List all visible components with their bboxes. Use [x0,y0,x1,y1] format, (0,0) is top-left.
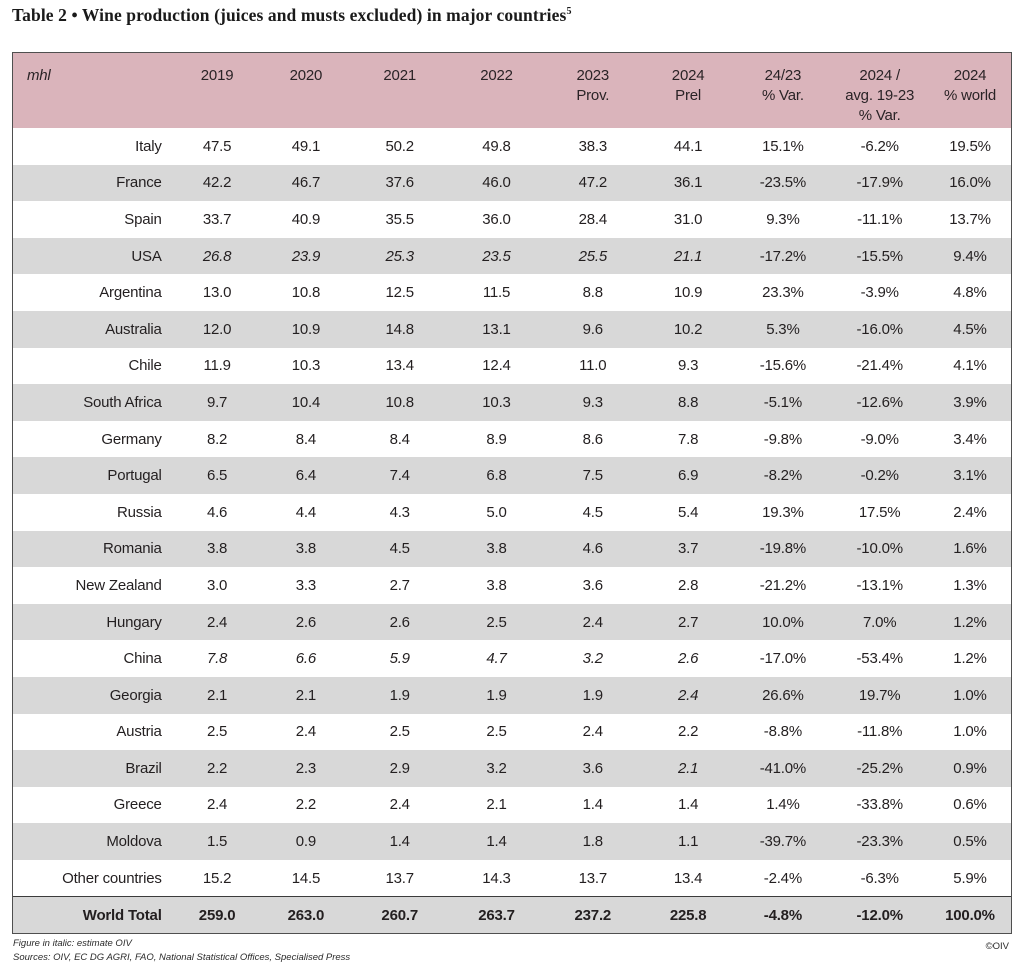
country-cell: World Total [82,906,162,924]
value-cell: 10.9 [291,320,321,338]
value-cell: 6.9 [677,467,699,485]
value-cell: 3.1% [953,467,987,485]
value-cell: 2.2 [206,759,228,777]
value-cell: 2.5 [389,723,410,741]
table-row [13,750,1011,787]
value-cell: 4.5 [582,503,603,521]
value-cell: 1.6% [953,540,987,558]
column-header: 2024 % world [944,67,996,104]
value-cell: 8.8 [582,284,603,302]
value-cell: 10.3 [482,393,511,411]
value-cell: 2.7 [389,576,410,594]
value-cell: 0.9% [953,759,987,777]
value-cell: 8.4 [389,430,410,448]
value-cell: -11.8% [857,723,903,741]
value-cell: 46.7 [291,174,321,192]
value-cell: 263.7 [478,906,515,924]
value-cell: -12.6% [856,393,903,411]
value-cell: 2.6 [389,613,410,631]
page-title [12,5,572,26]
value-cell: 26.6% [762,686,804,704]
country-cell: Hungary [106,613,162,631]
value-cell: 11.9 [203,357,231,375]
value-cell: -16.0% [856,320,903,338]
value-cell: 2.1 [677,759,699,777]
value-cell: 13.7% [949,210,991,228]
table-row [13,896,1011,933]
value-cell: -5.1% [763,393,802,411]
value-cell: -41.0% [759,759,807,777]
value-cell: 9.3% [766,210,800,228]
table-row [13,567,1011,604]
value-cell: -19.8% [759,540,807,558]
value-cell: 37.6 [385,174,414,192]
value-cell: 9.6 [582,320,603,338]
value-cell: 23.5 [482,247,511,265]
value-cell: 4.8% [953,284,987,302]
value-cell: -15.6% [759,357,807,375]
value-cell: 2.7 [677,613,699,631]
value-cell: 5.9% [953,869,987,887]
country-cell: Austria [116,723,162,741]
value-cell: 17.5% [858,503,901,521]
value-cell: 13.7 [578,869,607,887]
value-cell: 10.4 [291,393,321,411]
value-cell: 1.9 [486,686,507,704]
value-cell: -6.3% [860,869,899,887]
value-cell: 15.2 [202,869,232,887]
value-cell: 11.5 [482,284,511,302]
value-cell: 2.5 [486,723,507,741]
value-cell: -6.2% [860,137,899,155]
table-row [13,677,1011,714]
value-cell: 0.6% [953,796,987,814]
value-cell: -4.8% [763,906,802,924]
value-cell: 13.4 [385,357,414,375]
value-cell: 3.8 [295,540,317,558]
value-cell: 10.3 [291,357,321,375]
column-header: 2021 [383,67,416,84]
value-cell: 259.0 [198,906,236,924]
value-cell: 0.9 [295,833,317,851]
table-row [13,165,1011,202]
value-cell: 4.6 [582,540,603,558]
value-cell: 3.6 [582,759,603,777]
value-cell: 9.3 [677,357,699,375]
footnotes [13,937,350,964]
table-row [13,640,1011,677]
value-cell: 19.5% [949,137,991,155]
country-cell: USA [131,247,162,265]
value-cell: 6.4 [295,467,317,485]
wine-production-table [12,52,1012,934]
value-cell: 7.4 [389,467,410,485]
value-cell: 19.7% [858,686,901,704]
value-cell: -13.1% [856,576,903,594]
table-row [13,787,1011,824]
value-cell: 47.2 [578,174,607,192]
value-cell: -25.2% [856,759,903,777]
value-cell: 42.2 [202,174,232,192]
value-cell: 3.6 [582,576,603,594]
value-cell: 44.1 [673,137,703,155]
country-cell: South Africa [83,393,162,411]
value-cell: 1.0% [953,686,987,704]
value-cell: 3.8 [206,540,228,558]
value-cell: 49.8 [482,137,511,155]
value-cell: 9.3 [582,393,603,411]
value-cell: 8.8 [677,393,699,411]
value-cell: 0.5% [953,833,987,851]
value-cell: 25.5 [578,247,607,265]
value-cell: -53.4% [856,650,903,668]
value-cell: 21.1 [673,247,703,265]
value-cell: 8.9 [486,430,507,448]
value-cell: -8.2% [763,467,802,485]
value-cell: 2.1 [486,796,507,814]
column-header: 2024 Prel [671,67,705,104]
value-cell: 33.7 [202,210,232,228]
value-cell: 4.6 [206,503,228,521]
table-body [13,128,1011,933]
value-cell: 5.9 [389,650,410,668]
value-cell: 1.9 [389,686,410,704]
value-cell: 1.4 [389,833,410,851]
value-cell: 46.0 [482,174,511,192]
value-cell: 8.2 [206,430,228,448]
table-row [13,384,1011,421]
value-cell: 13.0 [202,284,232,302]
value-cell: 2.2 [295,796,317,814]
value-cell: 14.5 [291,869,321,887]
country-cell: Australia [105,320,162,338]
country-cell: Portugal [107,467,162,485]
table-row [13,457,1011,494]
value-cell: 28.4 [578,210,607,228]
table-row [13,860,1011,897]
value-cell: 1.4% [766,796,800,814]
value-cell: 3.8 [486,540,507,558]
value-cell: -17.2% [759,247,807,265]
column-header: 2024 / avg. 19-23 % Var. [845,67,915,124]
column-header: 2022 [480,67,513,84]
value-cell: 35.5 [385,210,414,228]
value-cell: 47.5 [202,137,232,155]
table-row [13,238,1011,275]
value-cell: 5.4 [677,503,699,521]
value-cell: -2.4% [763,869,802,887]
value-cell: 10.8 [291,284,321,302]
value-cell: 15.1% [762,137,804,155]
column-header: 2023 Prov. [576,67,610,104]
value-cell: 3.0 [206,576,228,594]
value-cell: 8.6 [582,430,603,448]
value-cell: 2.5 [486,613,507,631]
value-cell: -23.3% [856,833,903,851]
value-cell: 3.9% [953,393,987,411]
country-cell: France [116,174,162,192]
table-row [13,604,1011,641]
value-cell: -39.7% [759,833,807,851]
value-cell: 4.1% [953,357,987,375]
value-cell: 31.0 [673,210,703,228]
value-cell: 5.3% [766,320,800,338]
value-cell: 9.4% [953,247,987,265]
value-cell: 38.3 [578,137,607,155]
value-cell: -21.4% [856,357,903,375]
value-cell: 260.7 [381,906,418,924]
value-cell: 263.0 [287,906,325,924]
value-cell: 3.3 [295,576,317,594]
value-cell: 4.4 [295,503,317,521]
table-row [13,421,1011,458]
table-row [13,201,1011,238]
value-cell: 6.8 [486,467,507,485]
value-cell: 1.2% [953,613,987,631]
value-cell: 6.6 [295,650,317,668]
value-cell: 10.8 [385,393,414,411]
country-cell: Chile [128,357,162,375]
value-cell: 12.0 [202,320,232,338]
value-cell: -9.8% [763,430,802,448]
value-cell: 50.2 [385,137,414,155]
country-cell: Romania [103,540,162,558]
value-cell: 19.3% [762,503,804,521]
value-cell: 49.1 [291,137,321,155]
country-cell: Other countries [62,869,162,887]
footnote-italic-note: Figure in italic: estimate OIV [13,938,132,949]
value-cell: -8.8% [763,723,802,741]
country-cell: Italy [135,137,162,155]
country-cell: Argentina [99,284,162,302]
value-cell: 4.5 [389,540,410,558]
table-row [13,714,1011,751]
value-cell: 7.0% [862,613,897,631]
value-cell: 10.2 [673,320,703,338]
value-cell: 23.3% [762,284,804,302]
value-cell: 3.8 [486,576,507,594]
value-cell: 6.5 [206,467,228,485]
value-cell: 2.4 [206,796,228,814]
value-cell: -15.5% [856,247,903,265]
country-cell: Spain [124,210,162,228]
value-cell: 2.2 [677,723,699,741]
value-cell: 8.4 [295,430,317,448]
table-row [13,531,1011,568]
value-cell: 1.9 [582,686,603,704]
value-cell: -21.2% [759,576,807,594]
value-cell: 3.2 [582,650,603,668]
table-row [13,274,1011,311]
value-cell: 16.0% [949,174,991,192]
value-cell: 4.7 [486,650,507,668]
value-cell: 23.9 [291,247,321,265]
value-cell: 14.3 [482,869,511,887]
value-cell: 3.4% [953,430,987,448]
value-cell: 2.5 [206,723,228,741]
value-cell: -17.0% [759,650,807,668]
value-cell: 1.8 [582,833,603,851]
country-cell: New Zealand [75,576,162,594]
value-cell: -11.1% [857,210,903,228]
value-cell: 36.0 [482,210,511,228]
value-cell: 1.4 [582,796,603,814]
value-cell: 14.8 [385,320,414,338]
value-cell: -0.2% [860,467,899,485]
value-cell: 100.0% [945,906,995,924]
page-title-text: Table 2 • Wine production (juices and musts excluded) in major countries [12,5,567,25]
table-row [13,494,1011,531]
unit-label: mhl [27,67,51,84]
column-header: 24/23 % Var. [761,67,804,104]
value-cell: 2.4 [389,796,410,814]
value-cell: -23.5% [759,174,807,192]
title-footnote-marker: 5 [566,6,572,18]
value-cell: 225.8 [669,906,707,924]
table-row [13,348,1011,385]
value-cell: 2.3 [295,759,317,777]
footnote-sources: Sources: OIV, EC DG AGRI, FAO, National Statistical Offices, Specialised Press [13,951,351,963]
value-cell: 12.5 [385,284,414,302]
value-cell: 5.0 [486,503,507,521]
value-cell: 2.1 [206,686,228,704]
value-cell: 12.4 [482,357,511,375]
value-cell: 2.4 [582,723,603,741]
value-cell: 4.3 [389,503,410,521]
value-cell: 2.4 [206,613,228,631]
column-header: 2019 [200,67,234,84]
value-cell: 1.4 [486,833,507,851]
value-cell: 36.1 [673,174,703,192]
value-cell: 1.0% [953,723,987,741]
value-cell: 13.4 [673,869,703,887]
value-cell: 7.8 [206,650,228,668]
value-cell: 2.4 [582,613,603,631]
value-cell: 3.2 [486,759,507,777]
value-cell: -3.9% [860,284,899,302]
value-cell: 9.7 [206,393,228,411]
country-cell: Greece [113,796,162,814]
value-cell: 1.5 [206,833,228,851]
value-cell: 3.7 [677,540,699,558]
country-cell: Georgia [109,686,162,704]
table-header-row [13,53,1011,128]
country-cell: Germany [101,430,162,448]
value-cell: 2.4% [953,503,987,521]
value-cell: 7.8 [677,430,699,448]
value-cell: 2.6 [295,613,317,631]
table-row [13,823,1011,860]
value-cell: 40.9 [291,210,321,228]
value-cell: -12.0% [856,906,903,924]
country-cell: Brazil [125,759,162,777]
value-cell: 2.1 [295,686,317,704]
value-cell: 2.8 [677,576,699,594]
table-row [13,128,1011,165]
value-cell: 7.5 [582,467,603,485]
copyright-label: ©OIV [985,941,1009,952]
country-cell: China [123,650,162,668]
value-cell: -9.0% [860,430,899,448]
value-cell: 2.6 [677,650,699,668]
table-row [13,311,1011,348]
value-cell: 1.2% [953,650,987,668]
value-cell: 13.1 [482,320,511,338]
value-cell: 1.1 [677,833,699,851]
value-cell: 1.3% [953,576,987,594]
value-cell: -17.9% [856,174,903,192]
value-cell: 2.9 [389,759,410,777]
country-cell: Russia [117,503,162,521]
value-cell: 10.0% [762,613,804,631]
value-cell: 4.5% [953,320,987,338]
value-cell: 25.3 [385,247,414,265]
column-header: 2020 [289,67,323,84]
value-cell: 10.9 [673,284,703,302]
value-cell: 2.4 [677,686,699,704]
value-cell: -10.0% [856,540,903,558]
value-cell: 2.4 [295,723,317,741]
value-cell: -33.8% [856,796,903,814]
value-cell: 1.4 [677,796,699,814]
value-cell: 11.0 [579,357,607,375]
value-cell: 13.7 [385,869,414,887]
country-cell: Moldova [106,833,162,851]
value-cell: 237.2 [574,906,612,924]
value-cell: 26.8 [202,247,232,265]
